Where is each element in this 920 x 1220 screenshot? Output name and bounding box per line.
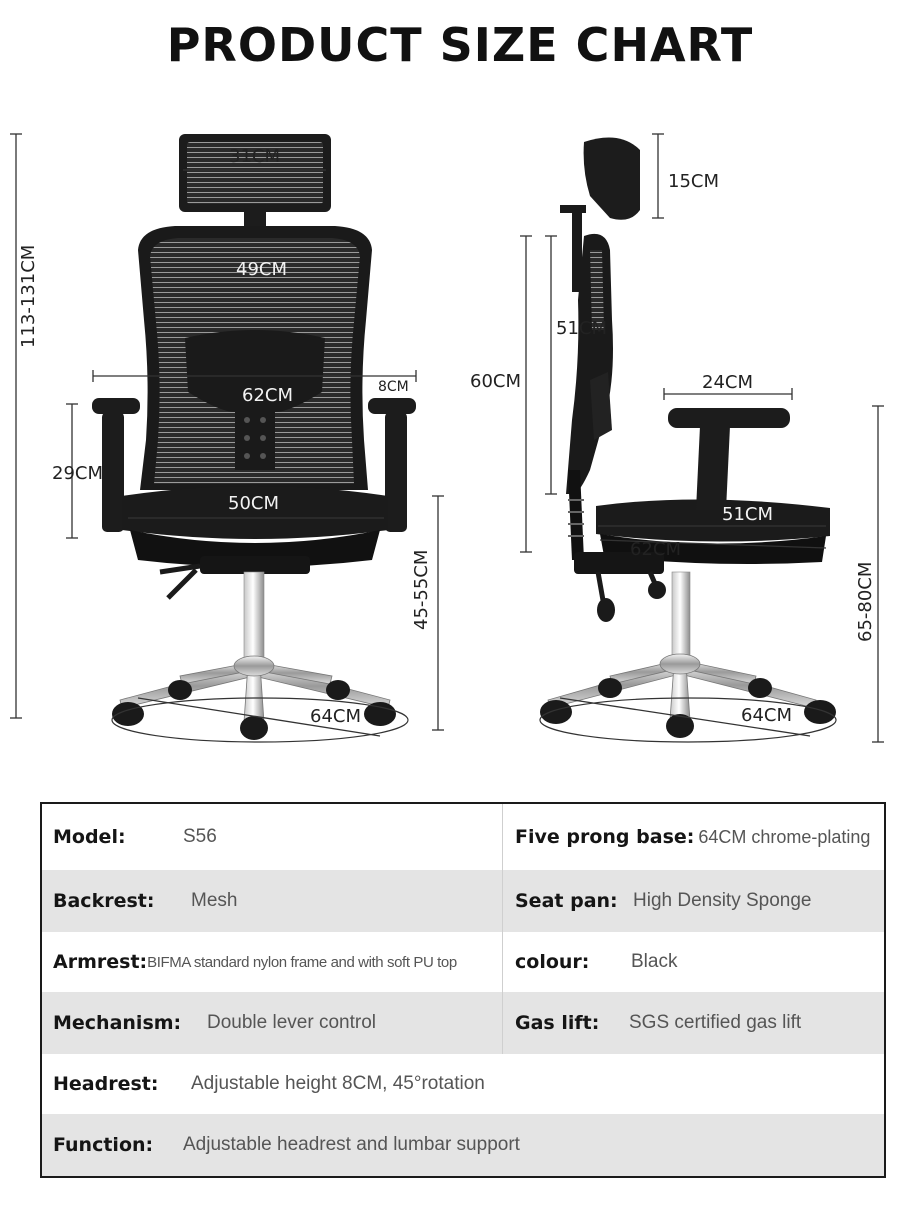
dim-seat-depth: 51CM: [722, 504, 774, 525]
dim-overall-depth: 62CM: [630, 539, 682, 560]
dim-back-height: 60CM: [470, 371, 522, 392]
dim-armrest-height: 29CM: [52, 463, 104, 484]
dim-seat-height-front: 45-55CM: [411, 549, 432, 630]
spec-value: Black: [631, 951, 678, 972]
spec-label: Function:: [53, 1134, 154, 1156]
spec-cell-mechanism: [42, 992, 502, 1054]
spec-value: Mesh: [191, 890, 238, 911]
spec-row-backrest: [42, 870, 884, 932]
spec-row-model: [42, 804, 884, 870]
dim-headrest-width: 31CM: [229, 146, 281, 167]
spec-label: Five prong base:: [515, 826, 695, 848]
spec-label: Backrest:: [53, 890, 155, 912]
spec-row-function: [42, 1114, 884, 1176]
dim-backrest-width: 49CM: [236, 259, 288, 280]
spec-value: High Density Sponge: [633, 890, 812, 911]
spec-cell-headrest: [42, 1054, 884, 1114]
dim-backrest-length: 51CM: [556, 318, 608, 339]
spec-label: Model:: [53, 826, 126, 848]
side-view-chair: [540, 138, 836, 743]
spec-value: S56: [183, 826, 217, 847]
spec-cell-armrest: [42, 932, 502, 992]
spec-label: Gas lift:: [515, 1012, 600, 1034]
spec-value: Double lever control: [207, 1012, 376, 1033]
spec-label: colour:: [515, 951, 590, 973]
dim-total-height: 113-131CM: [18, 244, 39, 348]
spec-row-mechanism: [42, 992, 884, 1054]
spec-row-headrest: [42, 1054, 884, 1114]
spec-cell-base: [502, 804, 884, 870]
spec-label: Seat pan:: [515, 890, 618, 912]
dim-base-diameter-side: 64CM: [741, 705, 793, 726]
dim-armrest-adjust: 8CM: [378, 379, 409, 395]
spec-cell-gas-lift: [502, 992, 884, 1054]
dim-overall-width: 62CM: [242, 385, 294, 406]
spec-value: Adjustable height 8CM, 45°rotation: [191, 1073, 485, 1094]
spec-row-armrest: [42, 932, 884, 992]
spec-value: BIFMA standard nylon frame and with soft PU top: [147, 953, 457, 971]
spec-label: Mechanism:: [53, 1012, 182, 1034]
dim-seat-height-side: 65-80CM: [855, 561, 876, 642]
spec-label: Armrest:: [53, 951, 148, 973]
chair-illustration: [0, 100, 920, 760]
spec-cell-backrest: [42, 870, 502, 932]
dim-headrest-adjust: 15CM: [668, 171, 720, 192]
page-title: PRODUCT SIZE CHART: [166, 18, 754, 72]
spec-value: SGS certified gas lift: [629, 1012, 802, 1033]
dim-seat-width: 50CM: [228, 493, 280, 514]
front-view-chair: [92, 134, 416, 742]
spec-table: [40, 802, 886, 1178]
spec-value: Adjustable headrest and lumbar support: [183, 1134, 520, 1155]
dim-armrest-length: 24CM: [702, 372, 754, 393]
spec-label: Headrest:: [53, 1073, 159, 1095]
spec-cell-colour: [502, 932, 884, 992]
spec-value: 64CM chrome-plating: [698, 826, 871, 847]
spec-cell-seat-pan: [502, 870, 884, 932]
spec-cell-function: [42, 1114, 884, 1176]
dim-base-diameter-front: 64CM: [310, 706, 362, 727]
spec-cell-model: [42, 804, 502, 870]
